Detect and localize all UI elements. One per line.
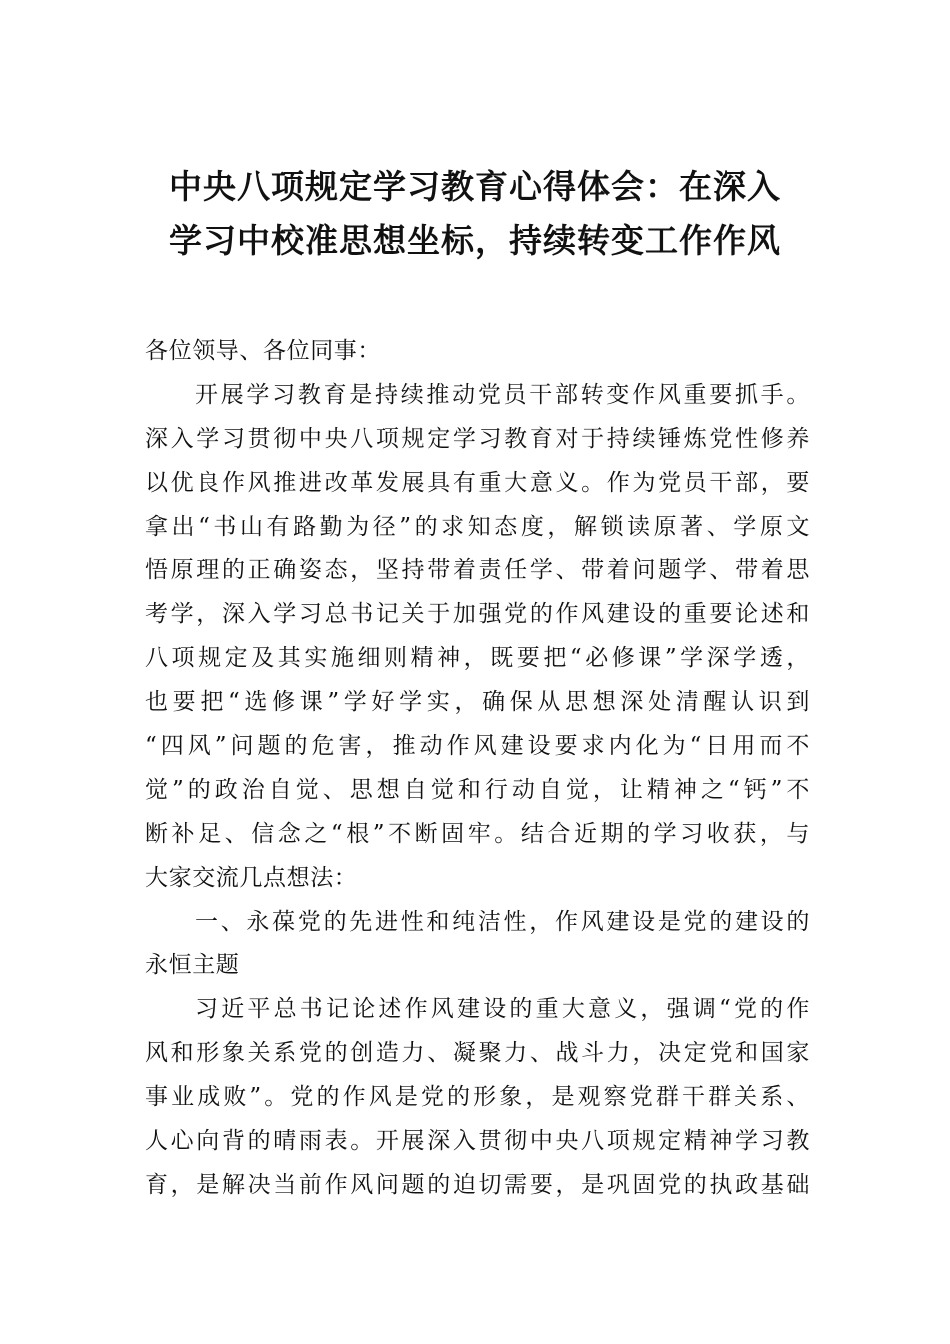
heading-line: 一、永葆党的先进性和纯洁性，作风建设是党的建设的 <box>195 908 810 935</box>
paragraph-line: 人心向背的晴雨表。开展深入贯彻中央八项规定精神学习教 <box>145 1128 810 1155</box>
paragraph-line: 考学，深入学习总书记关于加强党的作风建设的重要论述和 <box>145 601 810 628</box>
section-heading-1 <box>145 901 810 989</box>
paragraph-2 <box>145 988 810 1207</box>
document-title <box>140 160 810 268</box>
paragraph-line: 以优良作风推进改革发展具有重大意义。作为党员干部，要 <box>145 469 810 496</box>
paragraph-line: 断补足、信念之“根”不断固牢。结合近期的学习收获，与 <box>145 820 810 847</box>
paragraph-line: 八项规定及其实施细则精神，既要把“必修课”学深学透， <box>145 645 810 672</box>
paragraph-line: 习近平总书记论述作风建设的重大意义，强调“党的作 <box>195 996 810 1023</box>
salutation: 各位领导、各位同事： <box>145 338 381 364</box>
paragraph-line: 育，是解决当前作风问题的迫切需要，是巩固党的执政基础 <box>145 1171 810 1198</box>
paragraph-line: 大家交流几点想法： <box>145 864 358 891</box>
paragraph-line: 事业成败”。党的作风是党的形象，是观察党群干群关系、 <box>145 1084 810 1111</box>
paragraph-line: 拿出“书山有路勤为径”的求知态度，解锁读原著、学原文 <box>145 513 810 540</box>
paragraph-line: “四风”问题的危害，推动作风建设要求内化为“日用而不 <box>145 733 810 760</box>
paragraph-line: 觉”的政治自觉、思想自觉和行动自觉，让精神之“钙”不 <box>145 776 810 803</box>
title-line: 中央八项规定学习教育心得体会：在深入 <box>169 167 781 206</box>
document-body <box>145 330 810 1208</box>
paragraph-line: 也要把“选修课”学好学实，确保从思想深处清醒认识到 <box>145 689 810 716</box>
paragraph-1 <box>145 374 810 901</box>
paragraph-line: 悟原理的正确姿态，坚持带着责任学、带着问题学、带着思 <box>145 557 810 584</box>
heading-line: 永恒主题 <box>145 952 240 979</box>
paragraph-line: 深入学习贯彻中央八项规定学习教育对于持续锤炼党性修养 <box>145 425 810 452</box>
title-line: 学习中校准思想坐标，持续转变工作作风 <box>169 221 781 260</box>
paragraph-line: 风和形象关系党的创造力、凝聚力、战斗力，决定党和国家 <box>145 1040 810 1067</box>
paragraph-line: 开展学习教育是持续推动党员干部转变作风重要抓手。 <box>195 381 810 408</box>
